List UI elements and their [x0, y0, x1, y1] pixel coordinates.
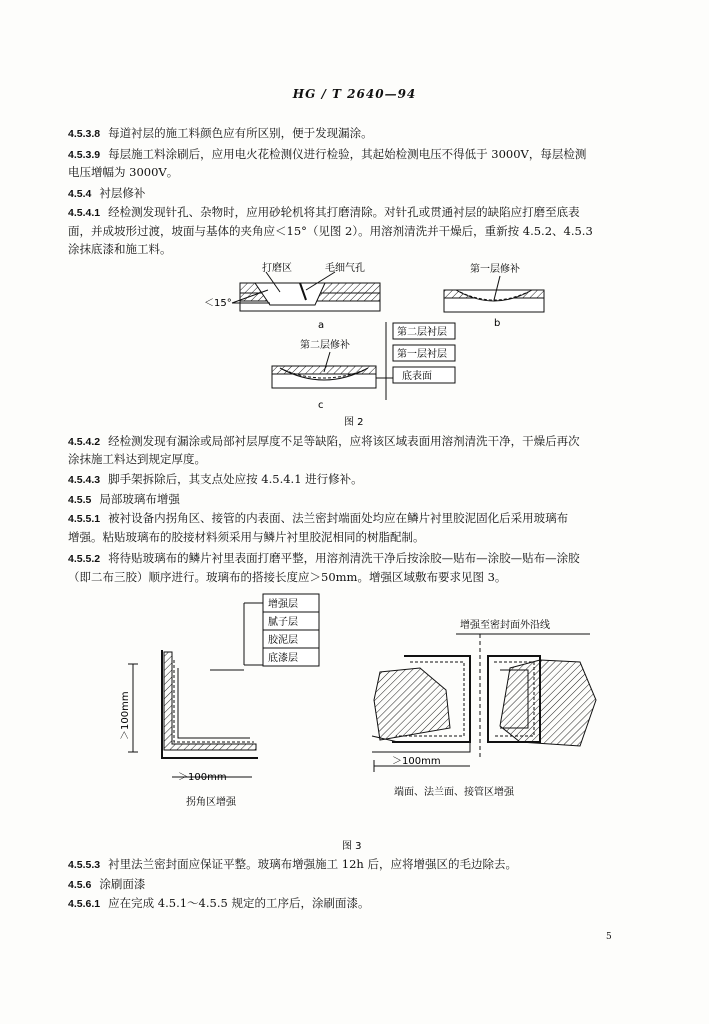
paragraph-text: 经检测发现有漏涂或局部衬层厚度不足等缺陷，应将该区域表面用溶剂清洗干净，干燥后再次: [108, 434, 580, 448]
fig3-layer-1: 腻子层: [268, 617, 298, 628]
fig2b-label: 第一层修补: [470, 264, 520, 275]
fig3-left-dim-v: ＞100mm: [120, 691, 131, 740]
fig3-right-caption: 端面、法兰面、接管区增强: [394, 787, 514, 798]
section-number: 4.5.4.1: [68, 207, 101, 219]
fig2c-legend-1: 第一层衬层: [397, 349, 447, 360]
fig2a-label-pore: 毛细气孔: [325, 263, 365, 274]
paragraph-text: 经检测发现针孔、杂物时，应用砂轮机将其打磨清除。对针孔或贯通衬层的缺陷应打磨至底表: [108, 205, 580, 219]
figure2-caption: 图 2: [344, 417, 364, 428]
fig3-left-caption: 拐角区增强: [186, 797, 236, 808]
section-number: 4.5.3.9: [68, 149, 101, 161]
section-number: 4.5.6.1: [68, 898, 101, 910]
figure3-right: [372, 618, 596, 798]
paragraph-text: 应在完成 4.5.1～4.5.5 规定的工序后，涂刷面漆。: [108, 896, 370, 910]
section-number: 4.5.5.1: [68, 513, 101, 525]
paragraph-text: 将待贴玻璃布的鳞片衬里表面打磨平整，用溶剂清洗干净后按涂胶—贴布—涂胶—贴布—涂胶: [108, 551, 580, 565]
paragraph-text: 每道衬层的施工料颜色应有所区别，便于发现漏涂。: [108, 126, 373, 140]
figure3-left: [120, 594, 319, 808]
section-number: 4.5.6: [68, 879, 92, 891]
figure2-a: [204, 261, 380, 331]
page-header: HG / T 2640—94: [292, 87, 417, 101]
fig3-layer-2: 胶泥层: [268, 635, 298, 646]
page-mark: 5: [606, 932, 612, 942]
figure3-caption: 图 3: [342, 841, 362, 852]
paragraph-text: 被衬设备内拐角区、接管的内表面、法兰密封端面处均应在鳞片衬里胶泥固化后采用玻璃布: [108, 511, 569, 525]
figure2-b: [444, 262, 544, 329]
fig2a-sub: a: [318, 320, 325, 331]
paragraph-text: 面，并成坡形过渡，坡面与基体的夹角应＜15°（见图 2）。用溶剂清洗并干燥后，重新按 4.5.2、4.5.3: [68, 224, 593, 238]
paragraph-text: 增强。粘贴玻璃布的胶接材料须采用与鳞片衬里胶泥相同的树脂配制。: [68, 530, 425, 544]
fig3-left-dim-h: ＞100mm: [178, 772, 227, 783]
paragraph-text: 每层施工料涂刷后，应用电火花检测仪进行检验，其起始检测电压不得低于 3000V，每层检测: [108, 147, 587, 161]
fig3-right-dim: ＞100mm: [392, 756, 441, 767]
paragraph-text: 电压增幅为 3000V。: [68, 165, 179, 179]
fig2c-label: 第二层修补: [300, 340, 350, 351]
fig3-layer-0: 增强层: [268, 599, 298, 610]
paragraph-text: 衬层修补: [99, 186, 146, 200]
section-number: 4.5.5: [68, 494, 92, 506]
fig2c-sub: c: [318, 400, 324, 411]
paragraph-text: 衬里法兰密封面应保证平整。玻璃布增强施工 12h 后，应将增强区的毛边除去。: [108, 857, 517, 871]
section-number: 4.5.5.3: [68, 859, 101, 871]
paragraph-text: 涂抹底漆和施工料。: [68, 242, 172, 256]
paragraph-text: 脚手架拆除后，其支点处应按 4.5.4.1 进行修补。: [108, 472, 363, 486]
fig2a-label-grind: 打磨区: [262, 263, 292, 274]
figure2-c: [272, 322, 455, 428]
section-number: 4.5.4: [68, 188, 92, 200]
paragraph-text: （即二布三胶）顺序进行。玻璃布的搭接长度应＞50mm。增强区域敷布要求见图 3。: [68, 570, 507, 584]
section-number: 4.5.5.2: [68, 553, 101, 565]
fig2b-sub: b: [494, 318, 501, 329]
paragraph-text: 涂抹施工料达到规定厚度。: [68, 452, 206, 466]
paragraph-text: 涂刷面漆: [99, 877, 146, 891]
section-number: 4.5.4.3: [68, 474, 101, 486]
fig2a-label-angle: ＜15°: [204, 298, 232, 309]
paragraph-text: 局部玻璃布增强: [99, 492, 180, 506]
fig3-layer-3: 底漆层: [268, 653, 298, 664]
fig2c-legend-2: 第二层衬层: [397, 327, 447, 338]
section-number: 4.5.4.2: [68, 436, 101, 448]
fig3-right-label: 增强至密封面外沿线: [460, 620, 550, 631]
fig2c-legend-base: 底表面: [402, 371, 432, 382]
section-number: 4.5.3.8: [68, 128, 101, 140]
